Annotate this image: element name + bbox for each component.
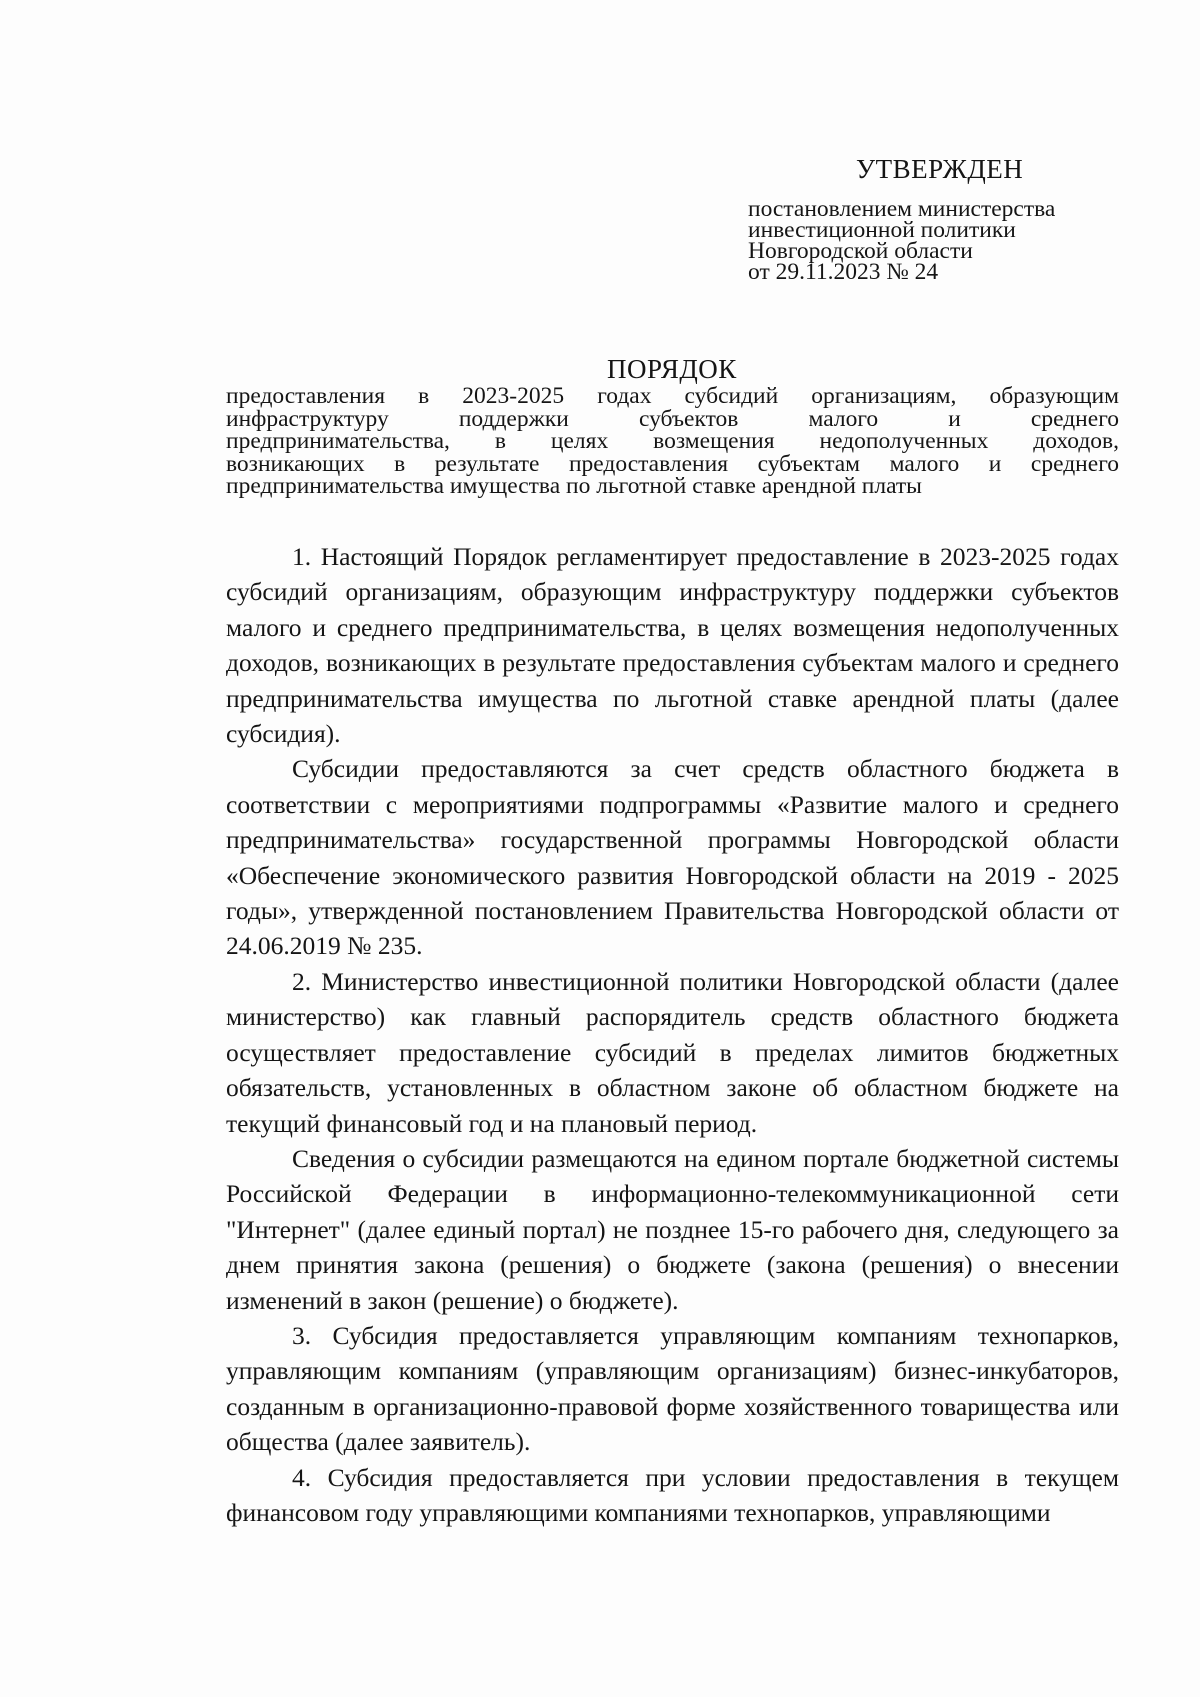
approval-lines [748, 196, 1108, 285]
subtitle-line: возникающих в результате предоставления субъектам малого и среднего [226, 450, 1119, 477]
approval-line: от 29.11.2023 № 24 [748, 259, 939, 285]
paragraph-4: 4. Субсидия предоставляется при условии предоставления в текущем финансовом году управляющими компаниями технопарков, управляющими [226, 1462, 1119, 1527]
document-title: ПОРЯДОК [607, 354, 737, 384]
subtitle-line: предпринимательства имущества по льготной ставке арендной платы [226, 473, 922, 499]
document-subtitle [226, 385, 1119, 498]
approval-line: постановлением министерства [748, 196, 1056, 222]
approval-line: Новгородской области [748, 238, 973, 264]
subtitle-line: предпринимательства, в целях возмещения недополученных доходов, [226, 428, 1119, 454]
paragraph-2-portal: Сведения о субсидии размещаются на едином портале бюджетной системы Российской Федерации в информационно-телекоммуникационной сети "Интернет" (далее единый портал) не позднее 15-го рабочего дня, следующего за днем принятия закона (решения) о бюджете (закона (решения) о внесении изменений в закон (решение) о бюджете). [226, 1143, 1119, 1315]
subtitle-line: предоставления в 2023-2025 годах субсидий организациям, образующим [226, 383, 1119, 409]
approval-block [748, 152, 1108, 283]
approval-line: инвестиционной политики [748, 217, 1016, 243]
paragraph-2: 2. Министерство инвестиционной политики Новгородской области (далее министерство) как главный распорядитель средств областного бюджета осуществляет предоставление субсидий в пределах лимитов бюджетных обязательств, установленных в областном законе об областном бюджете на текущий финансовый год и на плановый период. [226, 966, 1119, 1138]
paragraph-3: 3. Субсидия предоставляется управляющим компаниям технопарков, управляющим компаниям (управляющим организациям) бизнес-инкубаторов, созданным в организационно-правовой форме хозяйственного товарищества или общества (далее заявитель). [226, 1320, 1119, 1457]
approval-title: УТВЕРЖДЕН [856, 154, 1024, 184]
paragraph-1-funding: Субсидии предоставляются за счет средств областного бюджета в соответствии с мероприятиями подпрограммы «Развитие малого и среднего предпринимательства» государственной программы Новгородской области «Обеспечение экономического развития Новгородской области на 2019 - 2025 годы», утвержденной постановлением Правительства Новгородской области от 24.06.2019 № 235. [226, 754, 1119, 961]
paragraph-1: 1. Настоящий Порядок регламентирует предоставление в 2023-2025 годах субсидий организациям, образующим инфраструктуру поддержки субъектов малого и среднего предпринимательства, в целях возмещения недополученных доходов, возникающих в результате предоставления субъектам малого и среднего предпринимательства имущества по льготной ставке арендной платы (далее субсидия). [226, 542, 1119, 749]
document-body [226, 539, 1119, 1530]
subtitle-line: инфраструктуру поддержки субъектов малого и среднего [226, 405, 1119, 432]
